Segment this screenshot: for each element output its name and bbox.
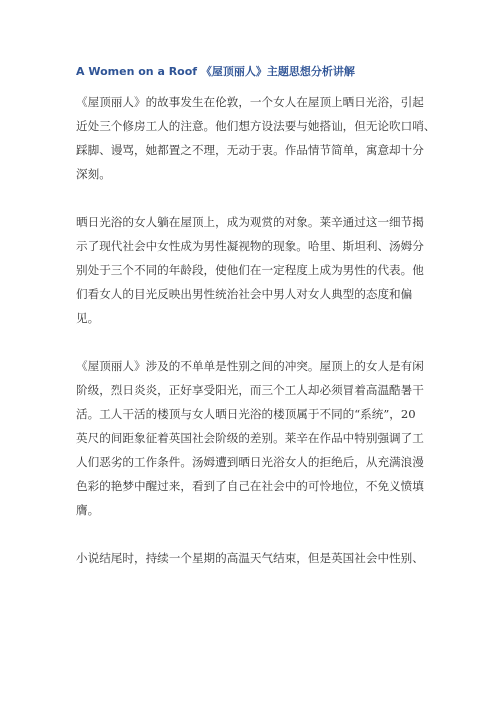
- paragraph-line: 阶级，烈日炎炎，正好享受阳光，而三个工人却必须冒着高温酷暑干: [76, 383, 424, 397]
- paragraph-line: 《屋顶丽人》的故事发生在伦敦，一个女人在屋顶上晒日光浴，引起: [76, 95, 424, 109]
- paragraph-1: [76, 90, 436, 186]
- paragraph-line: 英尺的间距象征着英国社会阶级的差别。莱辛在作品中特别强调了工: [76, 431, 424, 445]
- paragraph-line: 近处三个修房工人的注意。他们想方设法要与她搭讪，但无论吹口哨、: [76, 119, 436, 133]
- paragraph-line: 色彩的艳梦中醒过来，看到了自己在社会中的可怜地位，不免义愤填: [76, 479, 424, 493]
- paragraph-line: 深刻。: [76, 167, 111, 181]
- paragraph-line: 膺。: [76, 503, 100, 517]
- paragraph-line: 们看女人的目光反映出男性统治社会中男人对女人典型的态度和偏: [76, 287, 413, 301]
- paragraph-spacer: [76, 522, 420, 546]
- paragraph-line: 小说结尾时，持续一个星期的高温天气结束，但是英国社会中性别、: [76, 551, 424, 565]
- paragraph-line: 活。工人干活的楼顶与女人晒日光浴的楼顶属于不同的“系统”，20: [76, 407, 416, 421]
- paragraph-line: 别处于三个不同的年龄段，使他们在一定程度上成为男性的代表。他: [76, 263, 424, 277]
- paragraph-line: 人们恶劣的工作条件。汤姆遭到晒日光浴女人的拒绝后，从充满浪漫: [76, 455, 424, 469]
- paragraph-2: [76, 210, 424, 330]
- document-title: A Women on a Roof 《屋顶丽人》主题思想分析讲解: [76, 65, 355, 78]
- paragraph-line: 踩脚、谩骂，她都置之不理，无动于衷。作品情节简单，寓意却十分: [76, 143, 424, 157]
- paragraph-line: 晒日光浴的女人躺在屋顶上，成为观赏的对象。莱辛通过这一细节揭: [76, 215, 424, 229]
- paragraph-line: 见。: [76, 311, 100, 325]
- paragraph-spacer: [76, 330, 420, 354]
- paragraph-line: 示了现代社会中女性成为男性凝视物的现象。哈里、斯坦利、汤姆分: [76, 239, 424, 253]
- paragraph-line: 《屋顶丽人》涉及的不单单是性别之间的冲突。屋顶上的女人是有闲: [76, 359, 424, 373]
- paragraph-spacer: [76, 186, 420, 210]
- paragraph-3: [76, 354, 424, 522]
- document-page: [76, 64, 436, 570]
- paragraph-4: [76, 546, 424, 570]
